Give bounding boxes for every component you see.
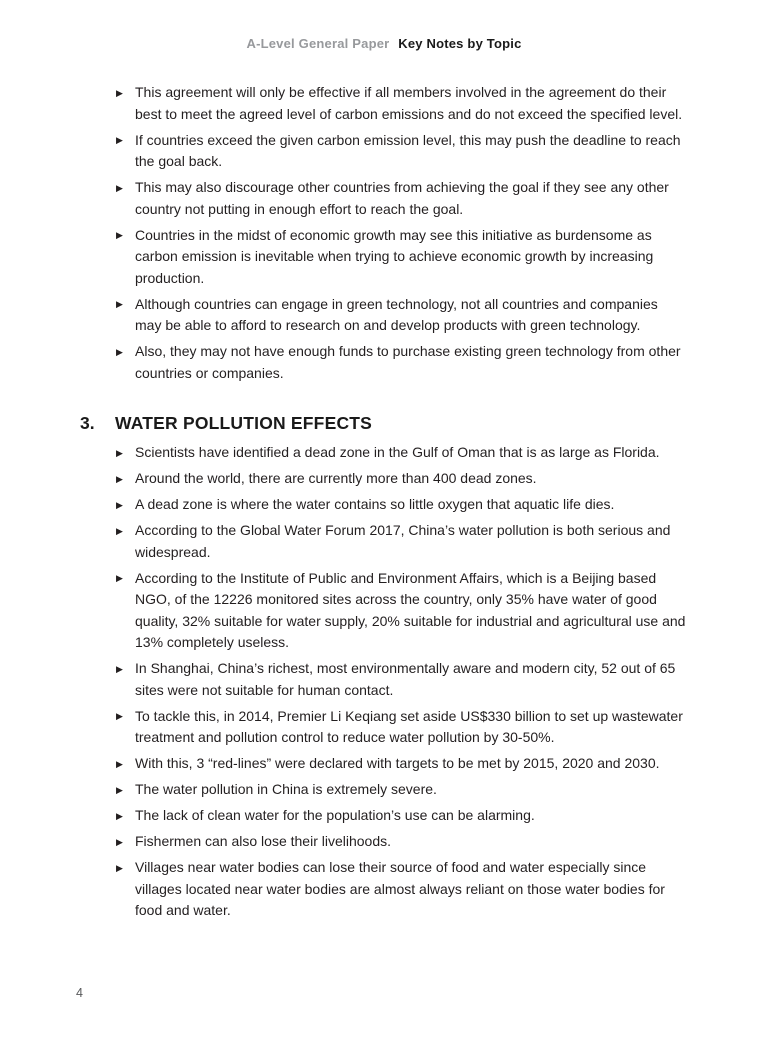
bullet-arrow-icon: ▶ <box>116 836 123 847</box>
section-number: 3. <box>80 413 95 433</box>
bullet-text: Also, they may not have enough funds to purchase existing green technology from other countries or companies. <box>135 343 681 381</box>
bullet-arrow-icon: ▶ <box>116 711 123 721</box>
list-item <box>115 658 687 701</box>
bullet-arrow-icon: ▶ <box>116 663 123 674</box>
bullet-text: To tackle this, in 2014, Premier Li Keqiang set aside US$330 billion to set up wastewater treatment and pollution control to reduce water pollution by 30-50%. <box>135 707 683 745</box>
intro-bullet-list <box>115 82 687 384</box>
bullet-text: With this, 3 “red-lines” were declared with targets to be met by 2015, 2020 and 2030. <box>135 755 660 771</box>
bullet-text: Fishermen can also lose their livelihoods. <box>135 833 392 849</box>
bullet-arrow-icon: ▶ <box>116 758 123 769</box>
list-item <box>115 177 687 220</box>
list-item <box>115 520 687 563</box>
section-bullet-list <box>115 442 687 922</box>
bullet-arrow-icon: ▶ <box>116 299 123 309</box>
list-item <box>115 805 687 827</box>
bullet-arrow-icon: ▶ <box>116 87 123 98</box>
list-item <box>115 753 687 775</box>
list-item <box>115 494 687 516</box>
page-content <box>80 82 687 926</box>
bullet-text: This may also discourage other countries from achieving the goal if they see any other country not putting in enough effort to reach the goal. <box>135 179 669 217</box>
list-item <box>115 468 687 490</box>
page-header <box>0 36 768 51</box>
bullet-arrow-icon: ▶ <box>116 473 123 484</box>
section-title: WATER POLLUTION EFFECTS <box>115 413 373 433</box>
bullet-arrow-icon: ▶ <box>116 810 123 821</box>
series-title: A-Level General Paper <box>246 36 390 51</box>
bullet-text: The lack of clean water for the population’s use can be alarming. <box>135 807 535 823</box>
list-item <box>115 130 687 173</box>
bullet-text: Although countries can engage in green technology, not all countries and companies may be able to afford to research on and develop products with green technology. <box>135 295 658 333</box>
bullet-text: Around the world, there are currently more than 400 dead zones. <box>135 470 537 486</box>
bullet-arrow-icon: ▶ <box>116 447 123 458</box>
bullet-arrow-icon: ▶ <box>116 525 123 536</box>
bullet-arrow-icon: ▶ <box>116 573 123 583</box>
bullet-arrow-icon: ▶ <box>116 862 123 873</box>
document-title: Key Notes by Topic <box>398 36 522 51</box>
section-heading <box>80 413 687 434</box>
bullet-arrow-icon: ▶ <box>116 182 123 193</box>
bullet-text: In Shanghai, China’s richest, most environmentally aware and modern city, 52 out of 65 sites were not suitable for human contact. <box>135 660 676 698</box>
list-item <box>115 225 687 290</box>
bullet-arrow-icon: ▶ <box>116 135 123 145</box>
bullet-arrow-icon: ▶ <box>116 499 123 510</box>
list-item <box>115 831 687 853</box>
list-item <box>115 857 687 922</box>
list-item <box>115 706 687 749</box>
list-item <box>115 568 687 654</box>
list-item <box>115 442 687 464</box>
bullet-text: According to the Global Water Forum 2017, China’s water pollution is both serious and widespread. <box>135 522 671 560</box>
bullet-text: According to the Institute of Public and Environment Affairs, which is a Beijing based NGO, of the 12226 monitored sites across the country, only 35% have water of good quality, 32% suitable for water supply, 20% suitable for industrial and agricultural use and 13% completely useless. <box>135 569 686 650</box>
list-item <box>115 341 687 384</box>
page-number: 4 <box>76 986 83 1000</box>
list-item <box>115 779 687 801</box>
bullet-arrow-icon: ▶ <box>116 784 123 795</box>
bullet-text: Scientists have identified a dead zone in the Gulf of Oman that is as large as Florida. <box>135 444 660 460</box>
bullet-text: This agreement will only be effective if all members involved in the agreement do their best to meet the agreed level of carbon emissions and do not exceed the specified level. <box>135 84 683 122</box>
bullet-arrow-icon: ▶ <box>116 346 123 357</box>
bullet-text: Villages near water bodies can lose their source of food and water especially since villages located near water bodies are almost always reliant on those water bodies for food and water. <box>135 859 665 918</box>
list-item <box>115 82 687 125</box>
bullet-arrow-icon: ▶ <box>116 230 123 240</box>
bullet-text: The water pollution in China is extremely severe. <box>135 781 437 797</box>
bullet-text: Countries in the midst of economic growth may see this initiative as burdensome as carbon emission is inevitable when trying to achieve economic growth by increasing production. <box>135 226 654 286</box>
bullet-text: A dead zone is where the water contains so little oxygen that aquatic life dies. <box>135 496 615 512</box>
bullet-text: If countries exceed the given carbon emission level, this may push the deadline to reach the goal back. <box>135 131 681 169</box>
list-item <box>115 294 687 337</box>
